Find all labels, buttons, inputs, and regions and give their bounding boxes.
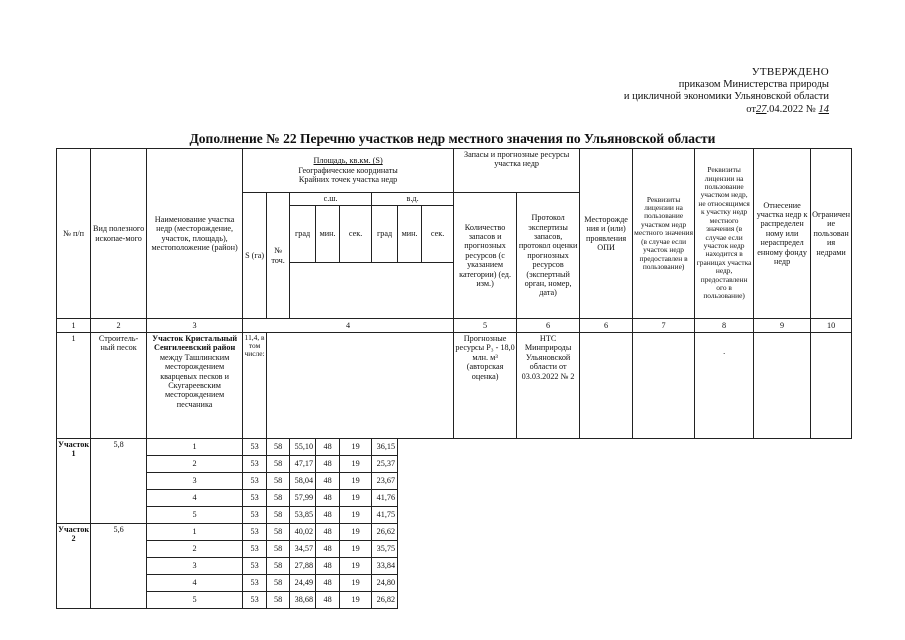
coord-eg: 48 (316, 592, 340, 609)
coordinate-row (57, 456, 852, 473)
coord-eg: 48 (316, 456, 340, 473)
coord-n: 3 (147, 558, 243, 575)
header-s-ha: S (га) (243, 193, 267, 319)
coord-n: 2 (147, 456, 243, 473)
coord-ng: 53 (243, 473, 267, 490)
coord-nm: 58 (267, 456, 290, 473)
coord-nm: 58 (267, 575, 290, 592)
coordinate-row (57, 439, 852, 456)
header-deposit: Месторожде ния и (или) проявления ОПИ (580, 149, 633, 319)
approval-stamp (624, 66, 829, 116)
header-reserves-title: Запасы и прогнозные ресурсы участка недр (454, 149, 580, 193)
coord-ng: 53 (243, 439, 267, 456)
header-north: с.ш. (290, 193, 372, 206)
coord-em: 19 (340, 592, 372, 609)
approval-title: УТВЕРЖДЕНО (751, 66, 829, 78)
column-number: 5 (454, 319, 517, 333)
coord-es: 26,62 (372, 524, 398, 541)
coord-em: 19 (340, 558, 372, 575)
record-name-bold: Участок Кристальный Сенгилеевский район (152, 334, 238, 353)
coordinate-row (57, 490, 852, 507)
coord-es: 25,37 (372, 456, 398, 473)
record-num: 1 (57, 333, 91, 439)
date-day: 27 (755, 103, 767, 115)
coord-nm: 58 (267, 507, 290, 524)
column-number: 2 (91, 319, 147, 333)
coord-n: 1 (147, 439, 243, 456)
header-spacer (290, 263, 454, 319)
coord-nm: 58 (267, 592, 290, 609)
document-title: Дополнение № 22 Перечню участков недр местного значения по Ульяновской области (189, 131, 716, 146)
coord-es: 23,67 (372, 473, 398, 490)
column-number: 1 (57, 319, 91, 333)
coord-ng: 53 (243, 558, 267, 575)
coordinate-row (57, 592, 852, 609)
coord-eg: 48 (316, 507, 340, 524)
header-point-no: № точ. (267, 193, 290, 319)
coord-es: 33,84 (372, 558, 398, 575)
header-north-sec: сек. (340, 206, 372, 263)
header-east-min: мин. (398, 206, 422, 263)
header-name: Наименование участка недр (месторождение, участок, площадь), местоположение (район) (147, 149, 243, 319)
header-reserves-qty: Количество запасов и прогнозных ресурсов (с указанием категории) (ед. изм.) (454, 193, 517, 319)
coord-ng: 53 (243, 524, 267, 541)
coord-ns: 24,49 (290, 575, 316, 592)
record-coords-empty (267, 333, 454, 439)
coord-ng: 53 (243, 507, 267, 524)
coord-es: 26,82 (372, 592, 398, 609)
column-number: 7 (633, 319, 695, 333)
coord-es: 41,75 (372, 507, 398, 524)
coord-em: 19 (340, 490, 372, 507)
coord-ng: 53 (243, 456, 267, 473)
header-area-title: Площадь, кв.км. (S) (313, 156, 383, 166)
record-name-rest: между Ташлинским месторождением кварцевых песков и Скугареевским месторождением песчаника (159, 352, 230, 409)
header-east-deg: град (372, 206, 398, 263)
subplot-name: Участок 2 (57, 524, 91, 609)
header-license-other: Реквизиты лицензии на пользование участком недр, не относящимся к участку недр местного значения (в случае если участок недр находится в границах участка недр, предоставленн ого в пользование) (695, 149, 754, 319)
coord-n: 4 (147, 490, 243, 507)
coord-nm: 58 (267, 490, 290, 507)
subplot-area: 5,6 (91, 524, 147, 609)
record-fund (754, 333, 811, 439)
order-number: 14 (818, 103, 829, 115)
coord-ns: 40,02 (290, 524, 316, 541)
column-number: 6 (517, 319, 580, 333)
coord-nm: 58 (267, 558, 290, 575)
coord-n: 5 (147, 592, 243, 609)
record-fund-mark: . (723, 347, 726, 356)
coordinate-row (57, 558, 852, 575)
record-deposit (580, 333, 633, 439)
record-license-other (695, 333, 754, 439)
header-area-group (243, 149, 454, 193)
record-restrictions (811, 333, 852, 439)
coord-eg: 48 (316, 490, 340, 507)
date-prefix: от (746, 103, 756, 115)
coordinate-row (57, 575, 852, 592)
coord-em: 19 (340, 575, 372, 592)
coord-es: 41,76 (372, 490, 398, 507)
coord-n: 5 (147, 507, 243, 524)
header-restrictions: Ограничен ие пользован ия недрами (811, 149, 852, 319)
header-license: Реквизиты лицензии на пользование участком недр местного значения (в случае если участок недр предоставлен в пользование) (633, 149, 695, 319)
header-east-sec: сек. (422, 206, 454, 263)
header-mineral: Вид полезного ископае-мого (91, 149, 147, 319)
coord-ns: 47,17 (290, 456, 316, 473)
approval-line-2: и цикличной экономики Ульяновской области (623, 91, 829, 102)
coordinate-row (57, 541, 852, 558)
subplot-area: 5,8 (91, 439, 147, 524)
coord-nm: 58 (267, 524, 290, 541)
coord-ng: 53 (243, 490, 267, 507)
record-license (633, 333, 695, 439)
coord-ns: 34,57 (290, 541, 316, 558)
coordinate-row (57, 507, 852, 524)
coord-eg: 48 (316, 524, 340, 541)
coord-es: 35,75 (372, 541, 398, 558)
column-number: 8 (695, 319, 754, 333)
date-rest: .04.2022 № (766, 103, 816, 115)
coord-eg: 48 (316, 439, 340, 456)
coord-em: 19 (340, 456, 372, 473)
coord-em: 19 (340, 524, 372, 541)
subplot-name: Участок 1 (57, 439, 91, 524)
coord-ns: 53,85 (290, 507, 316, 524)
header-geo-title: Географические координаты (298, 165, 398, 175)
coord-em: 19 (340, 473, 372, 490)
coord-ng: 53 (243, 541, 267, 558)
coord-eg: 48 (316, 575, 340, 592)
column-number: 6 (580, 319, 633, 333)
coord-eg: 48 (316, 558, 340, 575)
coord-ns: 38,68 (290, 592, 316, 609)
header-east: в.д. (372, 193, 454, 206)
column-number: 4 (243, 319, 454, 333)
coord-nm: 58 (267, 473, 290, 490)
record-reserves: Прогнозные ресурсы P₃ - 18,0 млн. м³ (авторская оценка) (454, 333, 517, 439)
coord-eg: 48 (316, 473, 340, 490)
column-number-row (57, 319, 852, 333)
coord-ng: 53 (243, 575, 267, 592)
coord-n: 4 (147, 575, 243, 592)
coordinate-row (57, 473, 852, 490)
header-fund: Отнесение участка недр к распределен ному или нераспредел енному фонду недр (754, 149, 811, 319)
coord-eg: 48 (316, 541, 340, 558)
coord-es: 24,80 (372, 575, 398, 592)
coord-ns: 55,10 (290, 439, 316, 456)
header-north-min: мин. (316, 206, 340, 263)
coord-ns: 58,04 (290, 473, 316, 490)
coord-ng: 53 (243, 592, 267, 609)
coord-n: 1 (147, 524, 243, 541)
header-num: № п/п (57, 149, 91, 319)
header-protocol: Протокол экспертизы запасов, протокол оценки прогнозных ресурсов (экспертный орган, номер, дата) (517, 193, 580, 319)
coord-nm: 58 (267, 439, 290, 456)
coord-es: 36,15 (372, 439, 398, 456)
register-table (56, 148, 852, 609)
record-name (147, 333, 243, 439)
coordinate-row (57, 524, 852, 541)
column-number: 3 (147, 319, 243, 333)
record-protocol: НТС Минприроды Ульяновской области от 03.03.2022 № 2 (517, 333, 580, 439)
record-mineral: Строитель-ный песок (91, 333, 147, 439)
coord-nm: 58 (267, 541, 290, 558)
column-number: 10 (811, 319, 852, 333)
coord-ns: 57,99 (290, 490, 316, 507)
header-points-title: Крайних точек участка недр (298, 175, 398, 185)
coord-em: 19 (340, 507, 372, 524)
coord-em: 19 (340, 541, 372, 558)
record-row (57, 333, 852, 439)
header-north-deg: град (290, 206, 316, 263)
approval-line-1: приказом Министерства природы (678, 78, 829, 90)
coord-n: 3 (147, 473, 243, 490)
column-number: 9 (754, 319, 811, 333)
approval-order-number (624, 104, 829, 117)
record-area: 11,4, в том числе: (243, 333, 267, 439)
coord-ns: 27,88 (290, 558, 316, 575)
coord-n: 2 (147, 541, 243, 558)
coord-em: 19 (340, 439, 372, 456)
